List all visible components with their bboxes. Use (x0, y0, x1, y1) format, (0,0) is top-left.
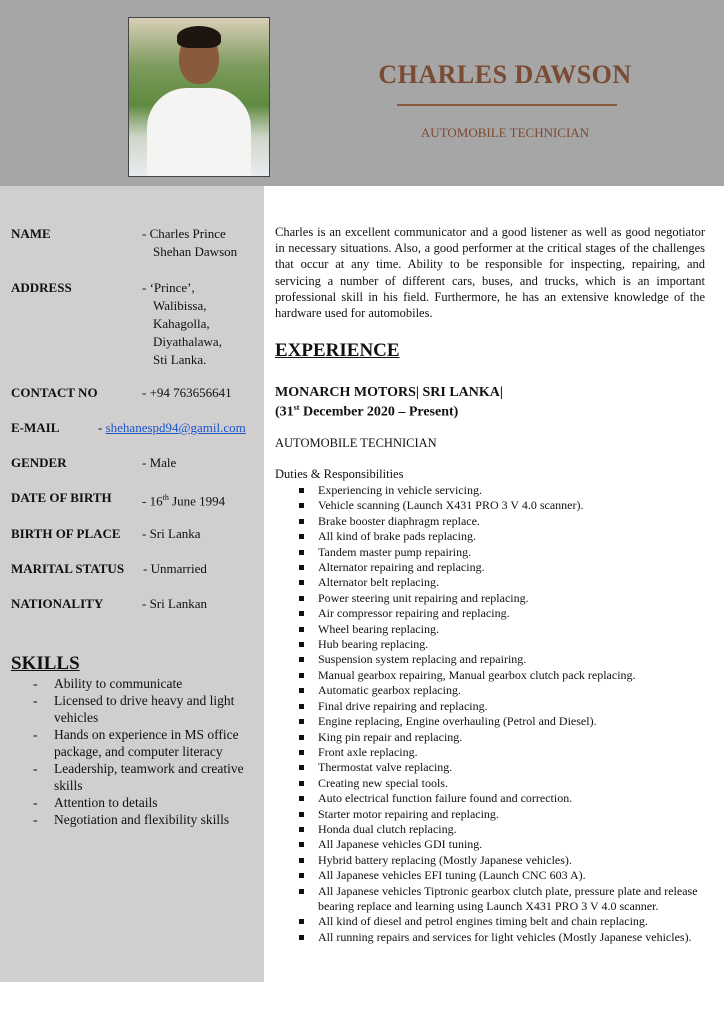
sidebar (0, 186, 264, 982)
duty-item: All Japanese vehicles Tiptronic gearbox clutch plate, pressure plate and release bearing replace and learning using Launch X431 PRO 3 V 4.0 scanner. (297, 884, 707, 915)
dob-value: - 16th June 1994 (142, 493, 226, 509)
duty-item: King pin repair and replacing. (297, 730, 707, 745)
contact-value: - +94 763656641 (142, 385, 232, 400)
marital-label: MARITAL STATUS (11, 561, 125, 576)
duty-item: Creating new special tools. (297, 776, 707, 791)
contact-label: CONTACT NO (11, 385, 98, 400)
birthplace-label: BIRTH OF PLACE (11, 526, 121, 541)
duty-item: Brake booster diaphragm replace. (297, 514, 707, 529)
experience-heading: EXPERIENCE (275, 340, 400, 361)
duty-item: Tandem master pump repairing. (297, 545, 707, 560)
profile-photo (128, 17, 270, 177)
duty-item: Honda dual clutch replacing. (297, 822, 707, 837)
email-link[interactable]: shehanespd94@gamil.com (105, 420, 246, 435)
duty-item: Experiencing in vehicle servicing. (297, 483, 707, 498)
skill-item: - Licensed to drive heavy and light vehicles (30, 692, 260, 726)
duties-heading: Duties & Responsibilities (275, 467, 404, 481)
email-label: E-MAIL (11, 420, 60, 435)
duty-item: Front axle replacing. (297, 745, 707, 760)
gender-label: GENDER (11, 455, 67, 470)
duty-item: Suspension system replacing and repairing. (297, 652, 707, 667)
name-underline (397, 104, 617, 106)
company-name: MONARCH MOTORS| SRI LANKA| (275, 385, 503, 400)
skill-item: - Attention to details (30, 794, 260, 811)
job-title: AUTOMOBILE TECHNICIAN (420, 125, 590, 140)
employment-period: (31st December 2020 – Present) (275, 403, 459, 420)
name-label: NAME (11, 226, 51, 241)
dob-label: DATE OF BIRTH (11, 490, 112, 505)
duty-item: All kind of diesel and petrol engines timing belt and chain replacing. (297, 914, 707, 929)
name-value: - Charles Prince Shehan Dawson (142, 226, 238, 259)
skills-list (30, 675, 260, 828)
duty-item: Automatic gearbox replacing. (297, 683, 707, 698)
skill-item: - Ability to communicate (30, 675, 260, 692)
duty-item: All Japanese vehicles EFI tuning (Launch CNC 603 A). (297, 868, 707, 883)
duty-item: Wheel bearing replacing. (297, 622, 707, 637)
duty-item: Vehicle scanning (Launch X431 PRO 3 V 4.0 scanner). (297, 498, 707, 513)
candidate-name: CHARLES DAWSON (378, 60, 632, 89)
duty-item: Hybrid battery replacing (Mostly Japanese vehicles). (297, 853, 707, 868)
duty-item: Power steering unit repairing and replacing. (297, 591, 707, 606)
duty-item: Manual gearbox repairing, Manual gearbox clutch pack replacing. (297, 668, 707, 683)
email-value: - shehanespd94@gamil.com (98, 420, 246, 435)
duty-item: Air compressor repairing and replacing. (297, 606, 707, 621)
duty-item: Engine replacing, Engine overhauling (Petrol and Diesel). (297, 714, 707, 729)
nationality-label: NATIONALITY (11, 596, 104, 611)
gender-value: - Male (142, 455, 177, 470)
duty-item: Hub bearing replacing. (297, 637, 707, 652)
nationality-value: - Sri Lankan (142, 596, 207, 611)
duty-item: All kind of brake pads replacing. (297, 529, 707, 544)
duty-item: Thermostat valve replacing. (297, 760, 707, 775)
duty-item: Alternator repairing and replacing. (297, 560, 707, 575)
duty-item: Alternator belt replacing. (297, 575, 707, 590)
address-value: - ‘Prince’, Walibissa, Kahagolla, Diyathalawa, Sti Lanka. (142, 280, 222, 367)
profile-summary: Charles is an excellent communicator and a good listener as well as good negotiator in necessary situations. Also, a good performer at the critical stages of the challenges that occur at any time. Ability to be responsible for inspecting, repairing, and servicing a number of different cars, buses, and trucks, which is an important professional skill in his field. Furthermore, he has an extensive knowledge of the hardware used for automobiles. (275, 225, 705, 321)
duty-item: Auto electrical function failure found and correction. (297, 791, 707, 806)
skill-item: - Negotiation and flexibility skills (30, 811, 260, 828)
duty-item: All Japanese vehicles GDI tuning. (297, 837, 707, 852)
duty-item: Final drive repairing and replacing. (297, 699, 707, 714)
address-label: ADDRESS (11, 280, 72, 295)
marital-value: - Unmarried (143, 561, 207, 576)
role-title: AUTOMOBILE TECHNICIAN (275, 436, 437, 450)
header-band (0, 0, 724, 186)
duties-list (297, 483, 707, 945)
skills-heading: SKILLS (11, 653, 80, 674)
duty-item: All running repairs and services for light vehicles (Mostly Japanese vehicles). (297, 930, 707, 945)
birthplace-value: - Sri Lanka (142, 526, 201, 541)
skill-item: - Hands on experience in MS office package, and computer literacy (30, 726, 260, 760)
duty-item: Starter motor repairing and replacing. (297, 807, 707, 822)
skill-item: - Leadership, teamwork and creative skills (30, 760, 260, 794)
